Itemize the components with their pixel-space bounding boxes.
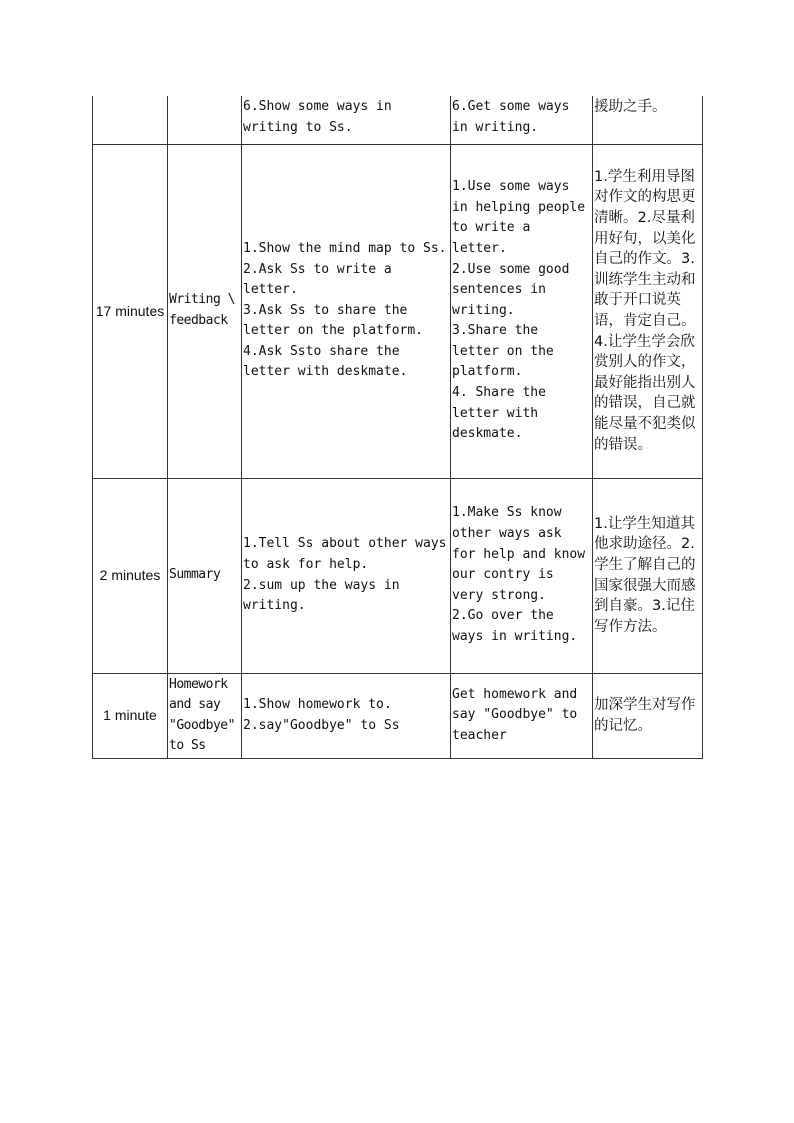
student-activity-line: 6.Get some ways in writing.	[452, 99, 578, 135]
step-cell: Writing \ feedback	[168, 144, 242, 478]
time-cell: 2 minutes	[93, 478, 168, 673]
student-activity-cell	[451, 144, 593, 478]
teacher-activity-line: 1.Show the mind map to Ss.	[243, 240, 447, 256]
teacher-activity-line: 2.Ask Ss to write a letter.	[243, 261, 400, 298]
teacher-activity-line: 1.Tell Ss about other ways to ask for help.	[243, 536, 455, 572]
teacher-activity-line: 3.Ask Ss to share the letter on the platform.	[243, 302, 424, 339]
teacher-activity-line: 6.Show some ways in writing to Ss.	[243, 99, 400, 135]
student-activity-cell	[451, 96, 593, 144]
teacher-activity-cell	[242, 144, 451, 478]
table-row	[93, 96, 703, 144]
student-activity-line: 4. Share the letter with deskmate.	[452, 385, 554, 442]
student-activity-line: 1.Use some ways in helping people to write a letter.	[452, 179, 593, 256]
student-activity-line: Get homework and say "Goodbye" to teacher	[452, 686, 586, 743]
teacher-activity-line: 2.say"Goodbye" to Ss	[243, 717, 400, 733]
teacher-activity-line: 4.Ask Ssto share the letter with deskmate.	[243, 343, 408, 380]
student-activity-line: 3.Share the letter on the platform.	[452, 323, 562, 380]
time-cell: 17 minutes	[93, 144, 168, 478]
teacher-activity-line: 1.Show homework to.	[243, 697, 392, 713]
time-cell	[93, 96, 168, 144]
teacher-activity-cell	[242, 673, 451, 758]
teacher-activity-cell	[242, 478, 455, 673]
purpose-cell: 1.学生利用导图对作文的构思更清晰。2.尽量利用好句，以美化自己的作文。3.训练学生主动和敢于开口说英语，肯定自己。4.让学生学会欣赏别人的作文，最好能指出别人的错误，自己就能尽量不犯类似的错误。	[593, 144, 703, 478]
student-activity-cell	[451, 673, 593, 758]
student-activity-line: 1.Make Ss know other ways ask for help and know our contry is very strong.	[452, 505, 593, 603]
teacher-activity-cell	[242, 96, 451, 144]
table-row	[93, 478, 703, 673]
lesson-plan-table	[92, 96, 703, 759]
table-row	[93, 144, 703, 478]
purpose-cell: 1.让学生知道其他求助途径。2.学生了解自己的国家很强大而感到自豪。3.记住写作方法。	[593, 478, 703, 673]
step-cell	[168, 96, 242, 144]
student-activity-cell	[451, 478, 593, 673]
table-row	[93, 673, 703, 758]
time-cell: 1 minute	[93, 673, 168, 758]
purpose-cell: 加深学生对写作的记忆。	[593, 673, 703, 758]
teacher-activity-line: 2.sum up the ways in writing.	[243, 577, 408, 614]
step-cell: Summary	[168, 478, 242, 673]
step-cell: Homework and say "Goodbye" to Ss	[168, 673, 242, 758]
student-activity-line: 2.Go over the ways in writing.	[452, 608, 578, 644]
purpose-cell: 援助之手。	[593, 96, 703, 144]
student-activity-line: 2.Use some good sentences in writing.	[452, 261, 578, 318]
